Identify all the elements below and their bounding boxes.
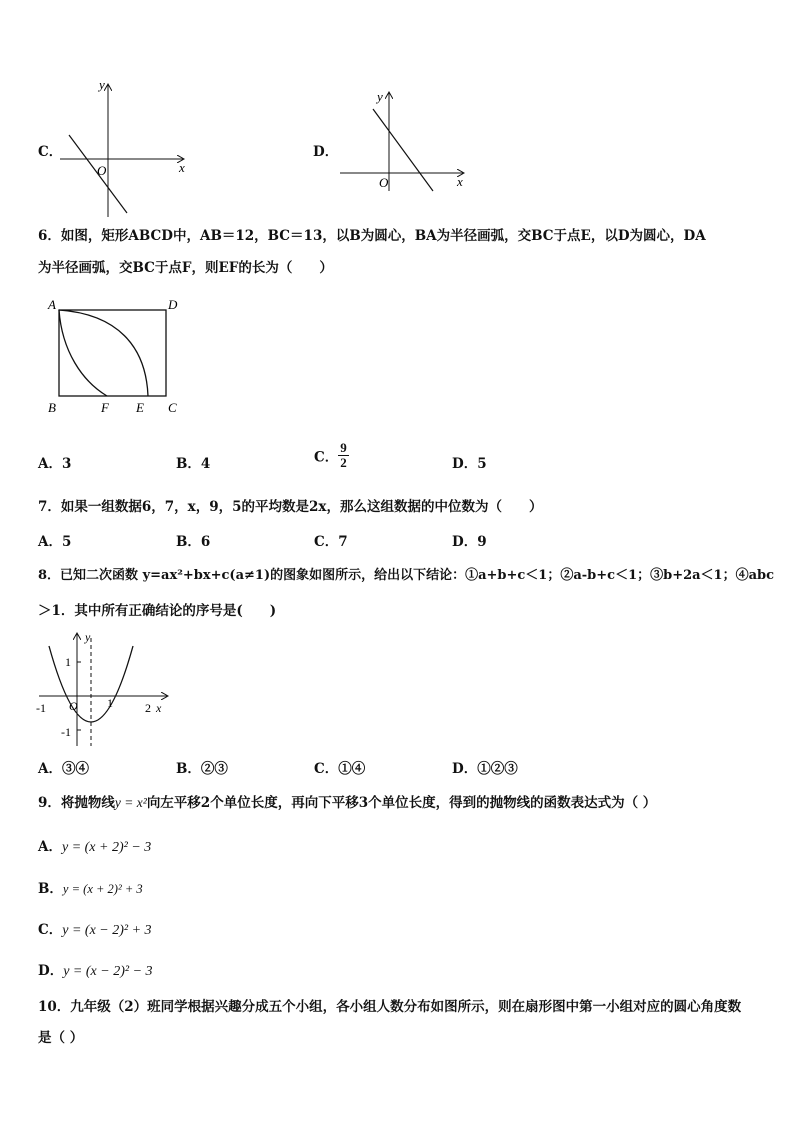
q9-option-b: B．y = (x + 2)² + 3 [38, 881, 143, 897]
q6-rectangle-figure [42, 296, 192, 418]
x-label: x [156, 701, 162, 715]
q10-stem-line1: 10．九年级（2）班同学根据兴趣分成五个小组，各小组人数分布如图所示，则在扇形图中第一小组对应的圆心角度数 [38, 999, 742, 1015]
q9-stem: 9．将抛物线y = x²向左平移2个单位长度，再向下平移3个单位长度，得到的抛物线的函数表达式为（ ） [38, 795, 657, 811]
q6-option-b: B．4 [176, 456, 211, 472]
label-a: A [48, 297, 56, 312]
q8-stem-line1: 8．已知二次函数 y=ax²+bx+c(a≠1)的图象如图所示，给出以下结论：①a+b+c＜1；②a-b+c＜1；③b+2a＜1；④abc [38, 568, 775, 583]
q8-option-c: C．①④ [314, 761, 366, 777]
y-label: y [377, 89, 383, 104]
q5-option-d-graph [335, 85, 475, 195]
q6-option-a: A．3 [38, 456, 72, 472]
arc-ae [59, 310, 148, 396]
q7-option-d: D．9 [452, 534, 487, 550]
origin-label: O [379, 175, 389, 190]
y-label: y [99, 77, 105, 92]
q8-option-d: D．①②③ [452, 761, 518, 777]
q8-stem-line2: ＞1．其中所有正确结论的序号是( ) [38, 603, 277, 619]
q7-option-a: A．5 [38, 534, 72, 550]
y-label: y [85, 630, 91, 644]
q7-stem: 7．如果一组数据6，7，x，9，5的平均数是2x，那么这组数据的中位数为（ ） [38, 499, 543, 515]
label-f: F [101, 400, 109, 415]
label-x-2: 2 [145, 701, 151, 715]
label-e: E [136, 400, 144, 415]
label-c: C [168, 400, 177, 415]
x-label: x [457, 174, 463, 189]
q5-option-d-label: D． [313, 144, 339, 160]
q9-stem-expression: y = x² [114, 795, 147, 810]
label-x-1: 1 [107, 696, 113, 710]
q7-option-b: B．6 [176, 534, 211, 550]
q7-option-c: C．7 [314, 534, 348, 550]
rectangle-abcd [59, 310, 166, 396]
q8-option-a: A．③④ [38, 761, 89, 777]
q5-option-c-label: C． [38, 144, 63, 160]
label-d: D [168, 297, 178, 312]
origin-label: O [97, 163, 107, 178]
arc-af [59, 310, 107, 396]
q10-stem-line2: 是（ ） [38, 1030, 84, 1046]
fraction: $\frac{9}{2}$ [340, 440, 347, 470]
q9-option-a: A．y = (x + 2)² − 3 [38, 839, 152, 855]
label-y-1: 1 [65, 655, 71, 669]
q6-stem-line2: 为半径画弧，交BC于点F，则EF的长为（ ） [38, 260, 333, 276]
q6-option-d: D．5 [452, 456, 487, 472]
q5-option-c-graph [55, 75, 195, 220]
q8-parabola-graph [35, 628, 175, 748]
q6-option-c: C． $\frac{9}{2}$ [314, 440, 347, 470]
label-x-minus-1: -1 [36, 701, 46, 715]
q9-option-c: C．y = (x − 2)² + 3 [38, 922, 152, 938]
label-y-minus-1: -1 [61, 725, 71, 739]
label-b: B [48, 400, 56, 415]
q8-option-b: B．②③ [176, 761, 228, 777]
x-label: x [179, 160, 185, 175]
q9-option-d: D．y = (x − 2)² − 3 [38, 963, 153, 979]
q6-stem-line1: 6．如图，矩形ABCD中，AB＝12，BC＝13，以B为圆心，BA为半径画弧，交BC于点E，以D为圆心，DA [38, 228, 706, 244]
origin-label: O [69, 699, 78, 713]
